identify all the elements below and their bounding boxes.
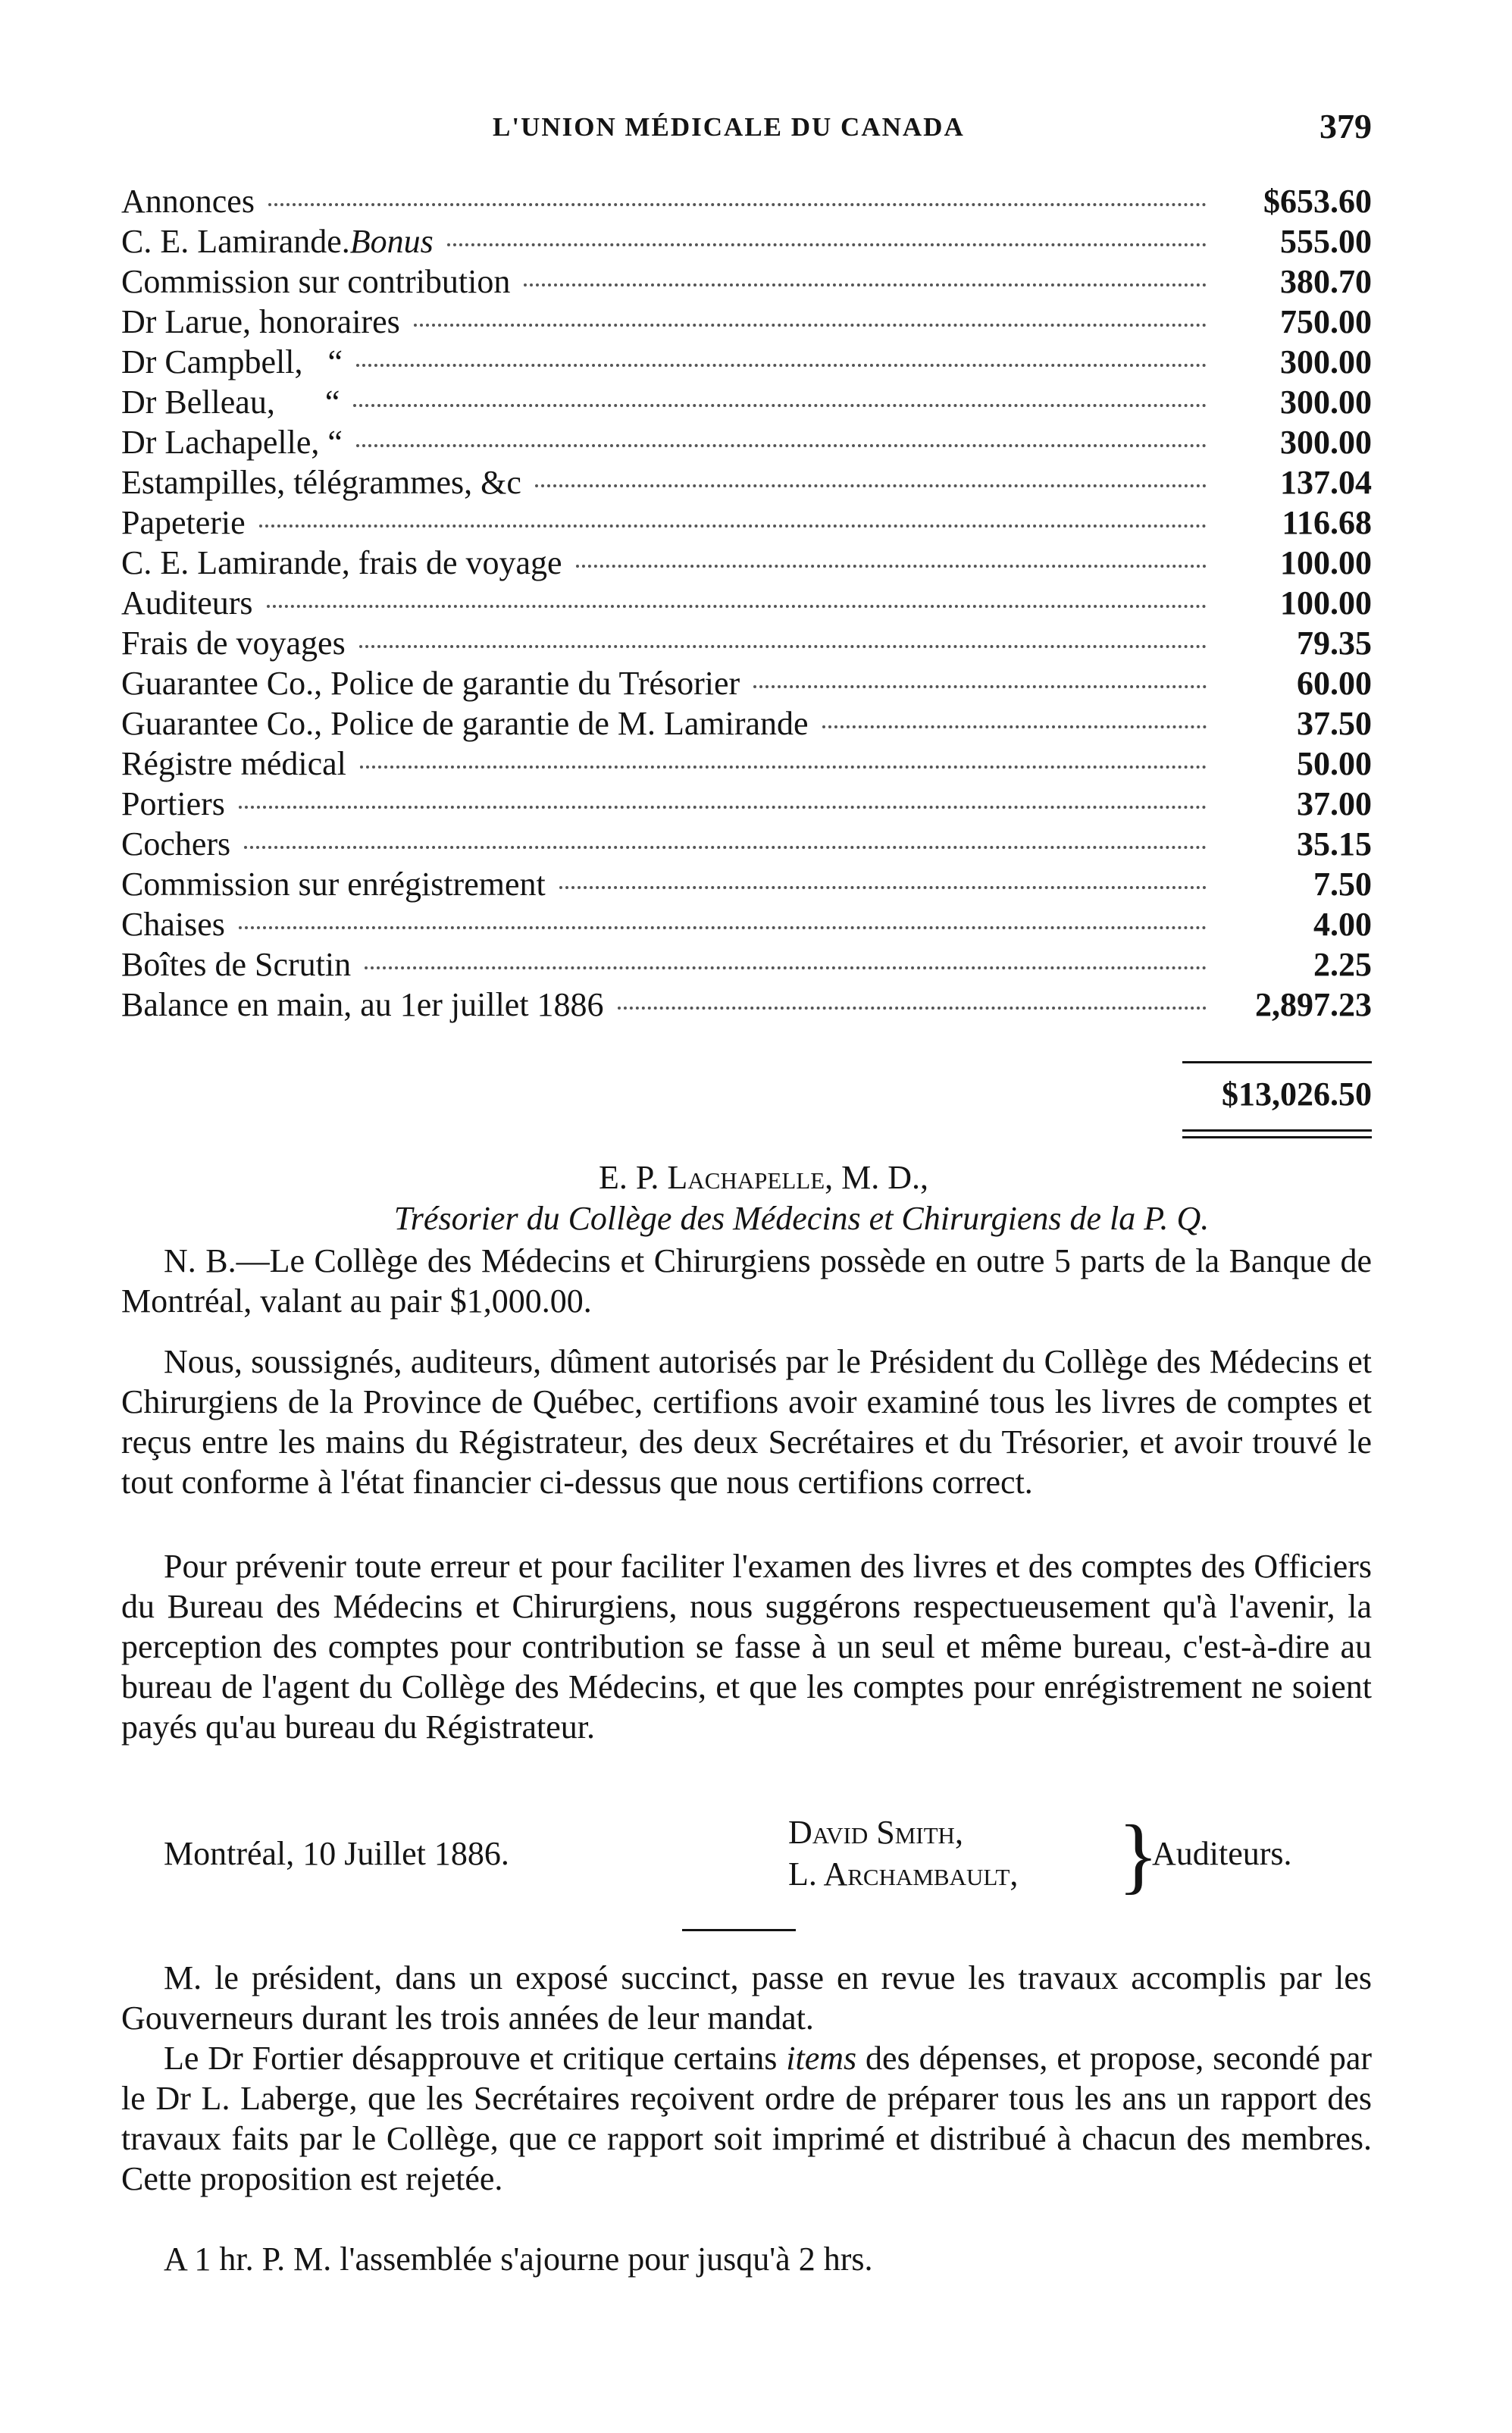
ledger-row xyxy=(121,865,1372,905)
ledger-row xyxy=(121,302,1372,343)
ledger-label: Dr Belleau, “ xyxy=(121,384,340,421)
ledger-row xyxy=(121,704,1372,744)
ledger-row xyxy=(121,945,1372,985)
ledger-amount: 750.00 xyxy=(1280,303,1372,340)
audit-paragraph-1: Nous, soussignés, auditeurs, dûment autorisés par le Président du Collège des Médecins et Chirurgiens de la Province de Québec, certifions avoir examiné tous les livres de comptes et reçus entre les mains du Régistrateur, des deux Secrétaires et du Trésorier, et avoir trouvé le tout conforme à l'état financier ci-dessus que nous certifions correct. xyxy=(121,1343,1372,1501)
ledger-label: Cochers xyxy=(121,825,231,863)
ledger-row xyxy=(121,825,1372,865)
ledger-row xyxy=(121,463,1372,503)
italic-term: items xyxy=(786,2040,857,2077)
dot-leader xyxy=(268,203,1207,206)
dot-leader xyxy=(353,404,1207,407)
ledger-amount: 7.50 xyxy=(1313,866,1372,903)
ledger-amount: 380.70 xyxy=(1280,263,1372,300)
ledger-amount: 100.00 xyxy=(1280,544,1372,581)
ledger-label: Chaises xyxy=(121,906,225,943)
ledger-label: Guarantee Co., Police de garantie de M. Lamirande xyxy=(121,705,809,742)
ledger-amount: 555.00 xyxy=(1280,223,1372,260)
ledger-amount: 50.00 xyxy=(1297,745,1372,782)
dot-leader xyxy=(447,243,1207,246)
ledger-amount: 37.00 xyxy=(1297,785,1372,822)
ledger-row xyxy=(121,222,1372,262)
ledger-amount: 37.50 xyxy=(1297,705,1372,742)
dot-leader xyxy=(356,364,1207,367)
ledger-label: Balance en main, au 1er juillet 1886 xyxy=(121,986,604,1023)
ledger-amount: 60.00 xyxy=(1297,665,1372,702)
ledger-amount: 100.00 xyxy=(1280,584,1372,622)
dot-leader xyxy=(576,565,1207,568)
dot-leader xyxy=(359,645,1207,648)
treasurer-name: E. P. Lachapelle, M. D., xyxy=(598,1159,929,1196)
minutes-president: M. le président, dans un exposé succinct, passe en revue les travaux accomplis par les Gouverneurs durant les trois années de leur mandat. xyxy=(121,1959,1372,2037)
running-head xyxy=(121,107,1372,158)
ledger-label: Dr Campbell, “ xyxy=(121,343,343,380)
ledger-label: Commission sur enrégistrement xyxy=(121,866,546,903)
place-date: Montréal, 10 Juillet 1886. xyxy=(164,1835,509,1872)
dot-leader xyxy=(267,605,1207,608)
ledger-amount: 300.00 xyxy=(1280,424,1372,461)
dot-leader xyxy=(259,524,1207,528)
treasurer-title: Trésorier du Collège des Médecins et Chirurgiens de la P. Q. xyxy=(393,1200,1210,1237)
ledger-label: Boîtes de Scrutin xyxy=(121,946,352,983)
ledger-label: Auditeurs xyxy=(121,584,253,622)
ledger-row xyxy=(121,624,1372,664)
ledger-amount: 4.00 xyxy=(1313,906,1372,943)
total-double-rule-top xyxy=(1182,1129,1372,1132)
dot-leader xyxy=(244,846,1207,849)
ledger-label: Estampilles, télégrammes, &c xyxy=(121,464,521,501)
dot-leader xyxy=(239,926,1207,929)
ledger-label: C. E. Lamirande, frais de voyage xyxy=(121,544,562,581)
dot-leader xyxy=(524,283,1207,287)
section-separator xyxy=(682,1929,796,1931)
ledger-amount: 35.15 xyxy=(1297,825,1372,863)
ledger-label: Annonces xyxy=(121,183,255,220)
minutes-fortier-motion: Le Dr Fortier désapprouve et critique certains items des dépenses, et propose, secondé par le Dr L. Laberge, que les Secrétaires reçoivent ordre de préparer tous les ans un rapport des travaux faits par le Collège, que ce rapport soit imprimé et distribué à chacun des membres. Cette proposition est rejetée. xyxy=(121,2040,1373,2197)
ledger-total: $13,026.50 xyxy=(1222,1076,1372,1113)
dot-leader xyxy=(753,685,1207,688)
dot-leader xyxy=(822,725,1207,728)
sum-rule xyxy=(1182,1061,1372,1063)
journal-title: L'UNION MÉDICALE DU CANADA xyxy=(493,112,965,142)
ledger-amount: $653.60 xyxy=(1263,183,1372,220)
ledger-row xyxy=(121,543,1372,584)
ledger-row xyxy=(121,584,1372,624)
ledger-row xyxy=(121,905,1372,945)
dot-leader xyxy=(360,766,1207,769)
ledger-amount: 2,897.23 xyxy=(1255,986,1372,1023)
ledger-amount: 300.00 xyxy=(1280,343,1372,380)
dot-leader xyxy=(414,324,1207,327)
ledger-label: Dr Lachapelle, “ xyxy=(121,424,343,461)
nota-bene: N. B.—Le Collège des Médecins et Chirurgiens possède en outre 5 parts de la Banque de Montréal, valant au pair $1,000.00. xyxy=(121,1242,1372,1320)
ledger-label: Frais de voyages xyxy=(121,625,346,662)
ledger-row xyxy=(121,744,1372,784)
ledger-label-italic: Bonus xyxy=(349,223,434,260)
ledger-row xyxy=(121,664,1372,704)
dot-leader xyxy=(356,444,1207,447)
dot-leader xyxy=(618,1007,1207,1010)
ledger-label: C. E. Lamirande. xyxy=(121,223,350,260)
ledger-row xyxy=(121,182,1372,222)
ledger-label: Commission sur contribution xyxy=(121,263,511,300)
ledger-label: Régistre médical xyxy=(121,745,346,782)
ledger-amount: 137.04 xyxy=(1280,464,1372,501)
ledger-amount: 300.00 xyxy=(1280,384,1372,421)
auditors-role: Auditeurs. xyxy=(1152,1835,1292,1872)
auditors-signature xyxy=(121,1808,1372,1910)
ledger-label: Guarantee Co., Police de garantie du Trésorier xyxy=(121,665,740,702)
auditor-name-2: L. Archambault, xyxy=(788,1855,1019,1893)
ledger-row xyxy=(121,262,1372,302)
page-number: 379 xyxy=(1319,107,1372,146)
dot-leader xyxy=(239,806,1207,809)
ledger-row xyxy=(121,784,1372,825)
ledger-row xyxy=(121,423,1372,463)
ledger-label: Portiers xyxy=(121,785,225,822)
total-double-rule-bottom xyxy=(1182,1136,1372,1138)
ledger-row xyxy=(121,985,1372,1025)
ledger-row xyxy=(121,503,1372,543)
ledger-label: Dr Larue, honoraires xyxy=(121,303,400,340)
dot-leader xyxy=(559,886,1207,889)
auditor-name-1: David Smith, xyxy=(788,1814,963,1851)
ledger-amount: 116.68 xyxy=(1282,504,1372,541)
dot-leader xyxy=(365,966,1207,969)
ledger-amount: 79.35 xyxy=(1297,625,1372,662)
ledger-amount: 2.25 xyxy=(1313,946,1372,983)
auditor-names xyxy=(788,1811,1018,1895)
ledger-row xyxy=(121,383,1372,423)
audit-paragraph-2: Pour prévenir toute erreur et pour faciliter l'examen des livres et des comptes des Officiers du Bureau des Médecins et Chirurgiens, nous suggérons respectueusement qu'à l'avenir, la perception des comptes pour contribution se fasse à un seul et même bureau, c'est-à-dire au bureau de l'agent du Collège des Médecins, et que les comptes pour enrégistrement ne soient payés qu'au bureau du Régistrateur. xyxy=(121,1548,1372,1746)
expense-ledger xyxy=(121,182,1372,1025)
ledger-label: Papeterie xyxy=(121,504,246,541)
ledger-row xyxy=(121,343,1372,383)
right-brace: } xyxy=(1118,1808,1159,1902)
dot-leader xyxy=(535,484,1207,487)
minutes-adjournment: A 1 hr. P. M. l'assemblée s'ajourne pour jusqu'à 2 hrs. xyxy=(164,2240,873,2278)
